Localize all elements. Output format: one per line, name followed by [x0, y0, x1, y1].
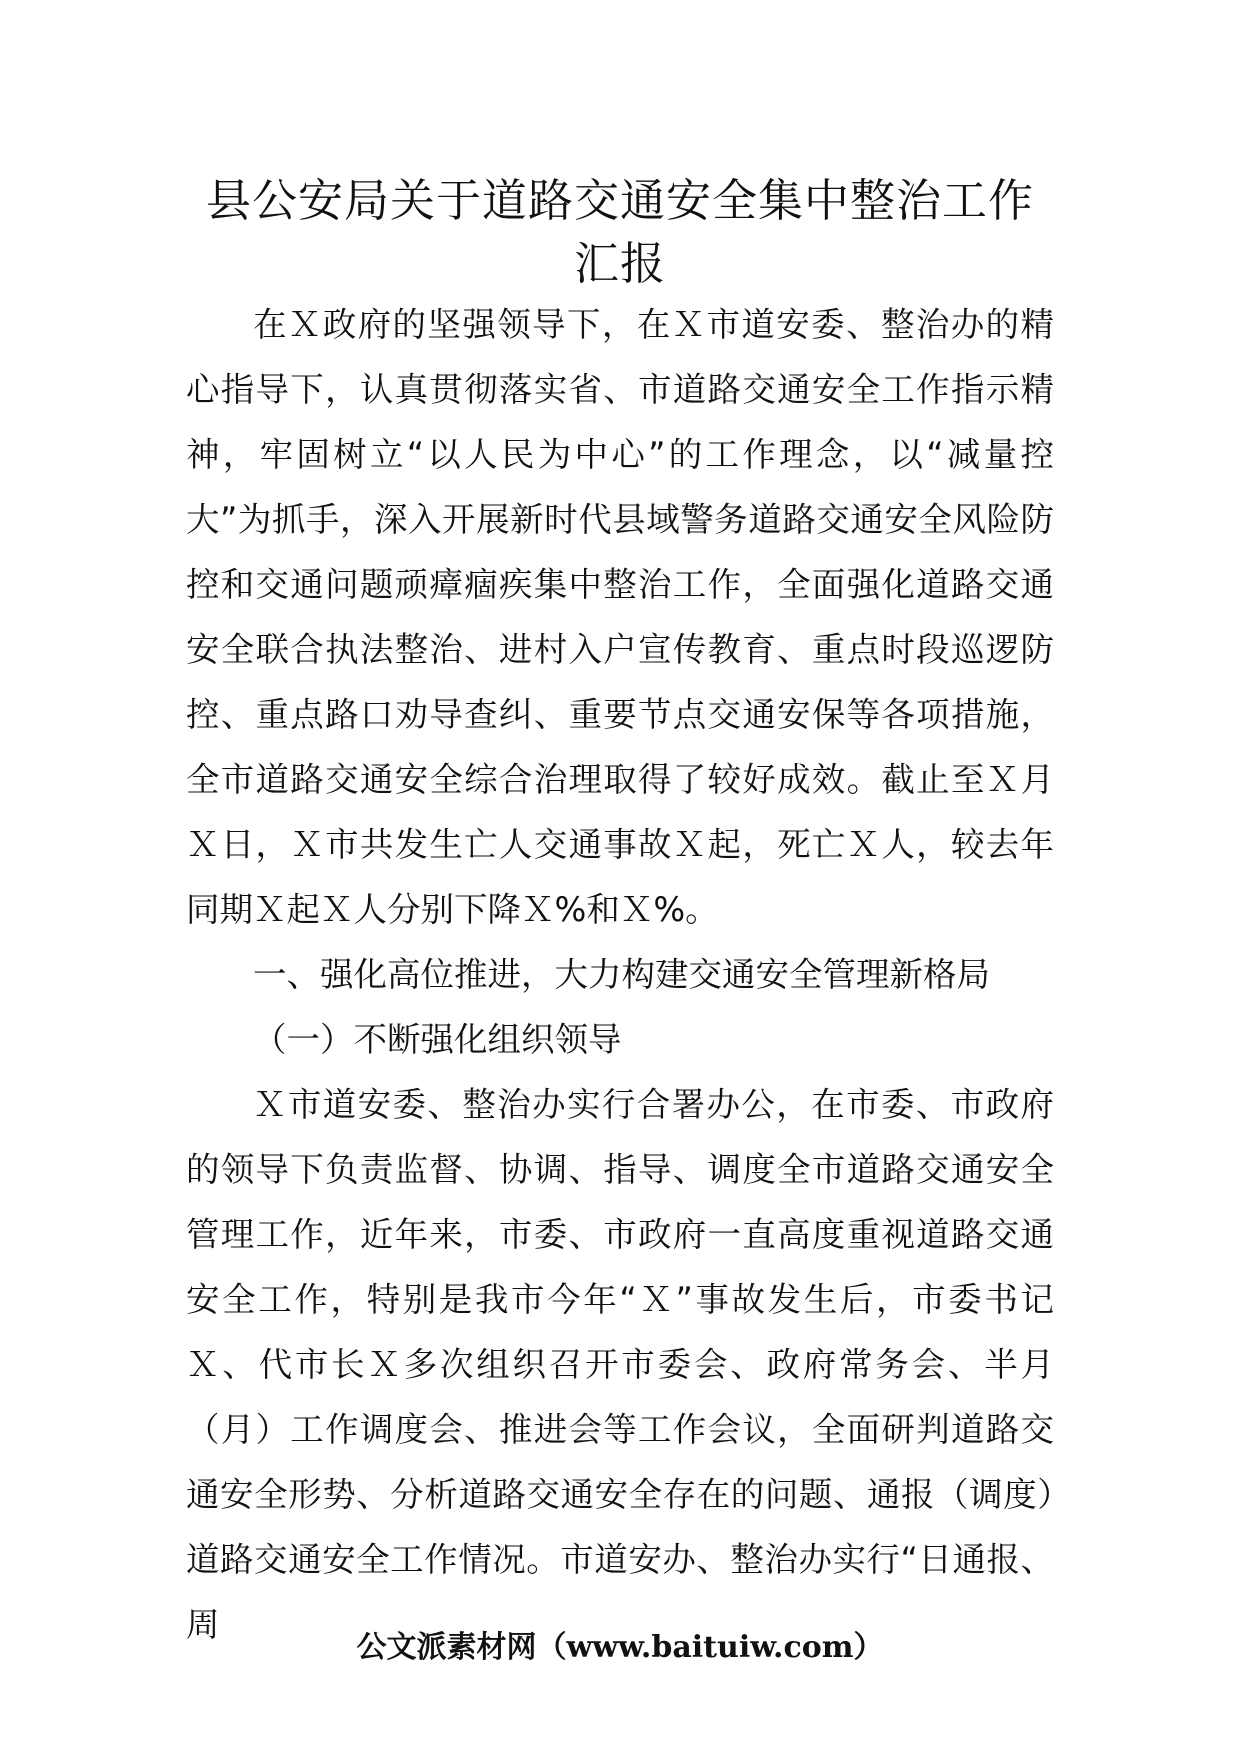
subsection-heading-1: （一）不断强化组织领导	[253, 1020, 622, 1059]
footer-watermark: 公文派素材网（www.baituiw.com）	[356, 1630, 884, 1665]
body-paragraph: Ｘ市道安委、整治办实行合署办公，在市委、市政府的领导下负责监督、协调、指导、调度全市道路交通安全管理工作，近年来，市委、市政府一直高度重视道路交通安全工作，特别是我市今年“Ｘ”事故发生后，市委书记Ｘ、代市长Ｘ多次组织召开市委会、政府常务会、半月（月）工作调度会、推进会等工作会议，全面研判道路交通安全形势、分析道路交通安全存在的问题、通报（调度）道路交通安全工作情况。市道安办、整治办实行“日通报、周	[186, 1085, 1054, 1644]
document-title-line-2: 汇报	[573, 237, 666, 290]
document-body	[186, 292, 1054, 1657]
section-heading-1: 一、强化高位推进，大力构建交通安全管理新格局	[253, 955, 990, 994]
intro-paragraph: 在Ｘ政府的坚强领导下，在Ｘ市道安委、整治办的精心指导下，认真贯彻落实省、市道路交通安全工作指示精神，牢固树立“以人民为中心”的工作理念，以“减量控大”为抓手，深入开展新时代县域警务道路交通安全风险防控和交通问题顽瘴痼疾集中整治工作，全面强化道路交通安全联合执法整治、进村入户宣传教育、重点时段巡逻防控、重点路口劝导查纠、重要节点交通安保等各项措施，全市道路交通安全综合治理取得了较好成效。截止至Ｘ月Ｘ日，Ｘ市共发生亡人交通事故Ｘ起，死亡Ｘ人，较去年同期Ｘ起Ｘ人分别下降Ｘ%和Ｘ%。	[186, 305, 1054, 929]
document-title-line-1: 县公安局关于道路交通安全集中整治工作	[205, 174, 1034, 227]
